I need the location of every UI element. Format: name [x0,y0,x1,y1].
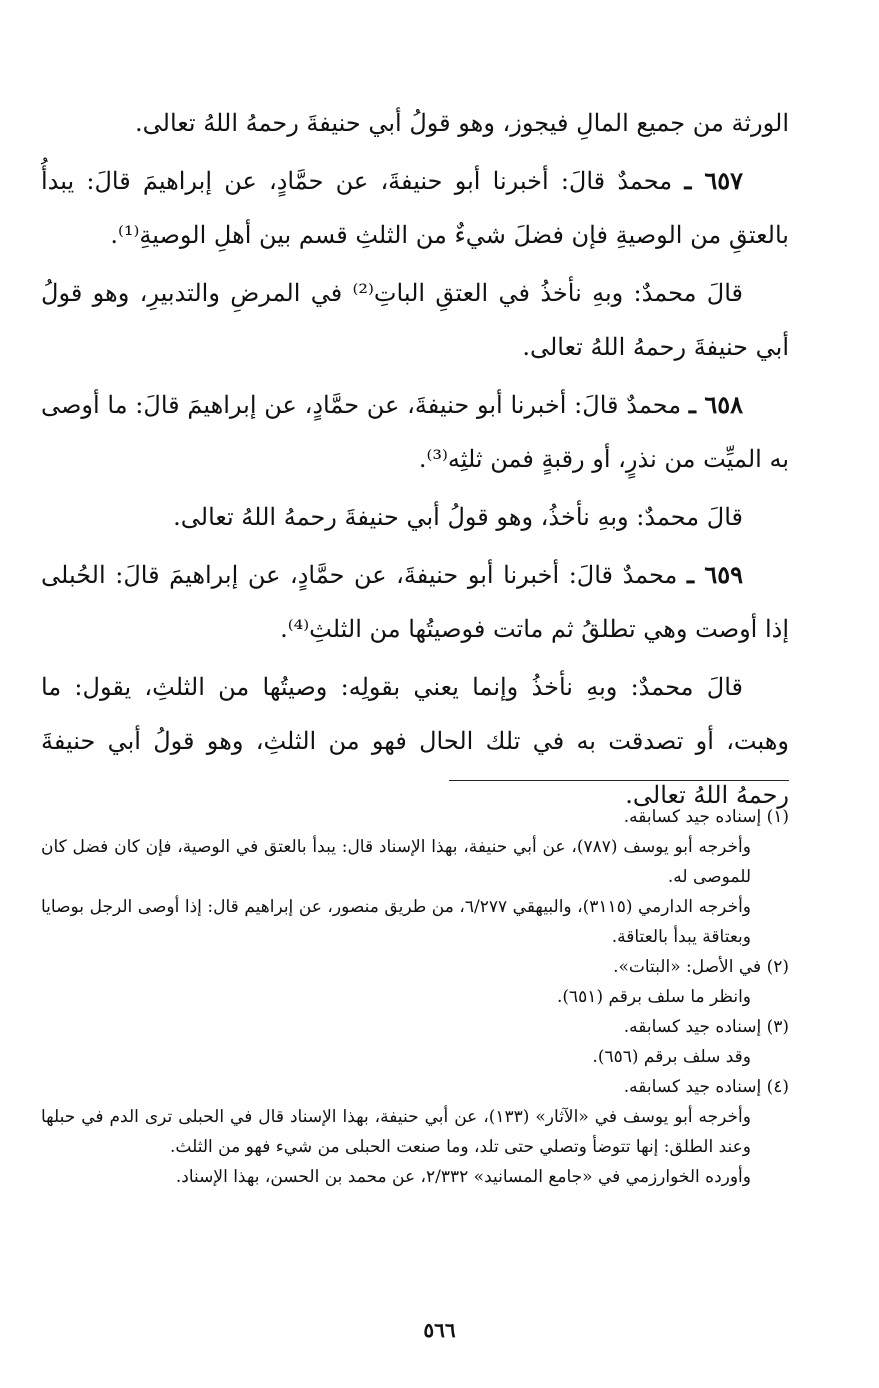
footnote-1-detail-a: وأخرجه أبو يوسف (٧٨٧)، عن أبي حنيفة، بهذا الإسناد قال: يبدأ بالعتق في الوصية، فإن كان فضل كان للموصى له. [41,837,751,887]
footnote-2-detail: وانظر ما سلف برقم (٦٥١). [557,987,751,1007]
footnote-1: (١) إسناده جيد كسابقه. [623,807,789,827]
hadith-659 [41,548,789,656]
footnote-4-detail-a: وأخرجه أبو يوسف في «الآثار» (١٣٣)، عن أبي حنيفة، بهذا الإسناد قال في الحبلى ترى الدم في حبلها وعند الطلق: إنها تتوضأ وتصلي حتى تلد، وما صنعت الحبلى من شيء فهو من الثلث. [41,1107,751,1157]
page-number: ٥٦٦ [423,1318,456,1342]
hadith-number-659: ٦٥٩ ـ [686,560,743,589]
footnote-3-detail: وقد سلف برقم (٦٥٦). [592,1047,751,1067]
footnote-divider [449,780,789,781]
hadith-657 [41,154,789,262]
footnotes [41,802,789,1192]
commentary-659: قالَ محمدٌ: وبهِ نأخذُ وإنما يعني بقولِه: وصيتُها من الثلثِ، يقول: ما وهبت، أو تصدقت به في تلك الحال فهو من الثلثِ، وهو قولُ أبي حنيفةَ رحمهُ اللهُ تعالى. [41,673,789,809]
footnote-2: (٢) في الأصل: «البتات». [613,957,789,977]
hadith-number-658: ٦٥٨ ـ [688,390,743,419]
footnote-4: (٤) إسناده جيد كسابقه. [623,1077,789,1097]
hadith-number-657: ٦٥٧ ـ [684,166,744,195]
footnote-4-detail-b: وأورده الخوارزمي في «جامع المسانيد» ٢/٣٣٢، عن محمد بن الحسن، بهذا الإسناد. [175,1167,751,1187]
commentary-658: قالَ محمدٌ: وبهِ نأخذُ، وهو قولُ أبي حنيفةَ رحمهُ اللهُ تعالى. [173,503,743,531]
footnote-3: (٣) إسناده جيد كسابقه. [623,1017,789,1037]
main-text [41,96,789,826]
commentary-657: قالَ محمدٌ: وبهِ نأخذُ في العتقِ الباتِ⁽²⁾ في المرضِ والتدبيرِ، وهو قولُ أبي حنيفةَ رحمهُ اللهُ تعالى. [41,279,789,361]
paragraph-continuation: الورثة من جميع المالِ فيجوز، وهو قولُ أبي حنيفةَ رحمهُ اللهُ تعالى. [135,109,789,137]
hadith-text-659: محمدٌ قالَ: أخبرنا أبو حنيفةَ، عن حمَّادٍ، عن إبراهيمَ قالَ: الحُبلى إذا أوصت وهي تطلقُ ثم ماتت فوصيتُها من الثلثِ⁽⁴⁾. [41,561,789,643]
hadith-658 [41,378,789,486]
hadith-text-658: محمدٌ قالَ: أخبرنا أبو حنيفةَ، عن حمَّادٍ، عن إبراهيمَ قالَ: ما أوصى به الميِّت من نذرٍ، أو رقبةٍ فمن ثلثِه⁽³⁾. [41,391,789,473]
hadith-text-657: محمدٌ قالَ: أخبرنا أبو حنيفةَ، عن حمَّادٍ، عن إبراهيمَ قالَ: يبدأُ بالعتقِ من الوصيةِ فإن فضلَ شيءٌ من الثلثِ قسم بين أهلِ الوصيةِ⁽¹⁾. [41,167,789,249]
footnote-1-detail-b: وأخرجه الدارمي (٣١١٥)، والبيهقي ٦/٢٧٧، من طريق منصور، عن إبراهيم قال: إذا أوصى الرجل بوصايا وبعتاقة يبدأ بالعتاقة. [41,897,752,947]
